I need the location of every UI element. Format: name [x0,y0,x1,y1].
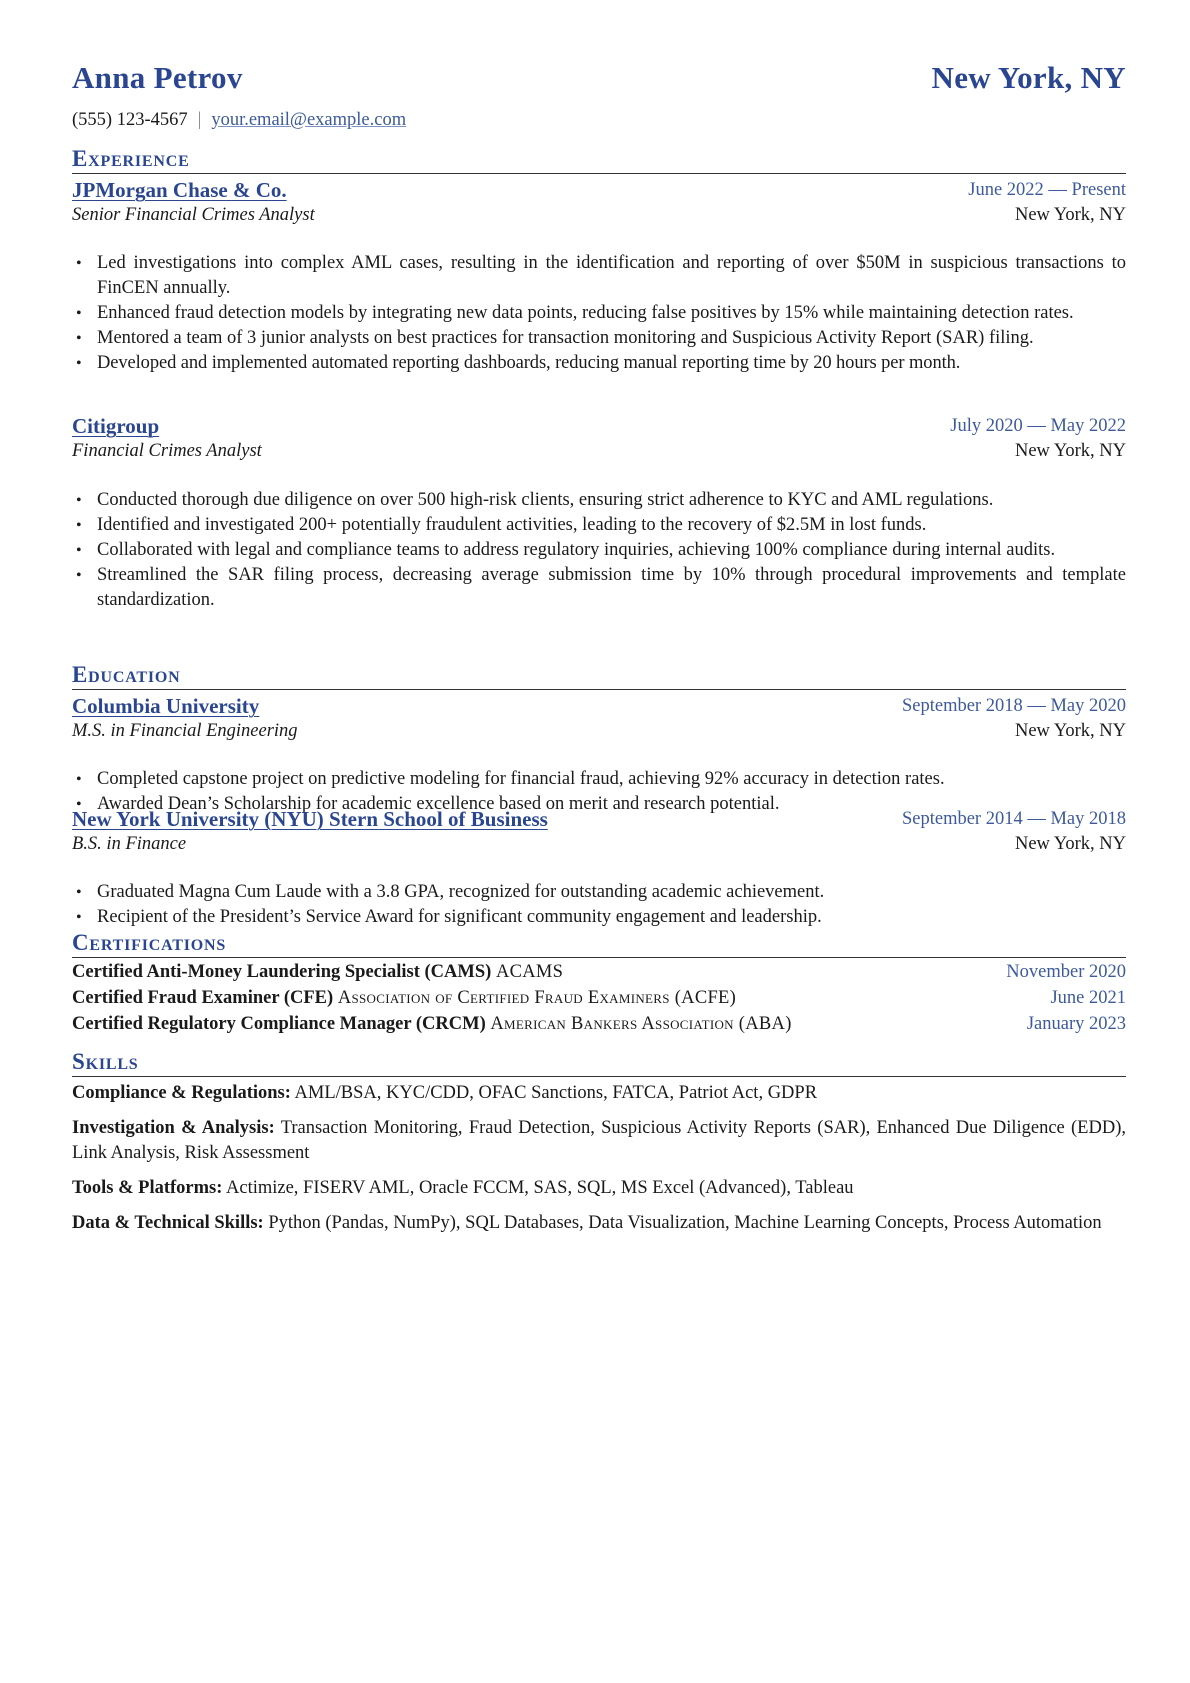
skill-values: Transaction Monitoring, Fraud Detection, Suspicious Activity Reports (SAR), Enhanced Due Diligence (EDD), Link Analysis, Risk Assessment [72,1118,1126,1163]
bullet-item: • Enhanced fraud detection models by integrating new data points, reducing false positives by 15% while maintaining detection rates. [72,301,1126,326]
certification-date: June 2021 [1050,988,1126,1008]
resume-header [72,60,1126,104]
certification-issuer: ACAMS [495,962,564,982]
skill-row-compliance [72,1081,1126,1106]
experience-bullets [72,488,1126,613]
job-location: New York, NY [1014,441,1126,461]
bullet-item: • Graduated Magna Cum Laude with a 3.8 GPA, recognized for outstanding academic achievement. [72,880,1126,905]
degree: B.S. in Finance [72,834,187,854]
bullet-item: • Streamlined the SAR filing process, decreasing average submission time by 10% through procedural improvements and template standardization. [72,563,1126,613]
skill-values: Python (Pandas, NumPy), SQL Databases, Data Visualization, Machine Learning Concepts, Process Automation [268,1213,1102,1233]
bullet-item: • Conducted thorough due diligence on over 500 high-risk clients, ensuring strict adherence to KYC and AML regulations. [72,488,1126,513]
experience-bullets [72,251,1126,376]
job-title: Financial Crimes Analyst [72,441,262,461]
skill-label: Data & Technical Skills: [72,1213,264,1233]
study-dates: September 2014 — May 2018 [901,809,1126,829]
study-dates: September 2018 — May 2020 [901,696,1126,716]
certification-row [72,962,1126,988]
certification-name: Certified Anti-Money Laundering Specialist (CAMS) [72,962,492,982]
certification-date: January 2023 [1026,1014,1126,1034]
skill-label: Investigation & Analysis: [72,1118,275,1138]
contact-separator: | [197,110,202,130]
school-location: New York, NY [1014,834,1126,854]
skill-row-tools [72,1176,1126,1201]
bullet-item: • Led investigations into complex AML cases, resulting in the identification and reporting of over $50M in suspicious transactions to FinCEN annually. [72,251,1126,301]
skill-label: Tools & Platforms: [72,1178,223,1198]
skill-row-data [72,1211,1126,1236]
school-link[interactable]: New York University (NYU) Stern School of Business [72,807,548,831]
job-title: Senior Financial Crimes Analyst [72,205,315,225]
employer-link[interactable]: Citigroup [72,414,160,438]
school-link[interactable]: Columbia University [72,694,260,718]
certification-row [72,988,1126,1014]
section-title-certifications: Certifications [72,930,1126,958]
bullet-item: • Developed and implemented automated reporting dashboards, reducing manual reporting time by 20 hours per month. [72,351,1126,376]
email-link[interactable]: your.email@example.com [211,110,407,130]
certification-name: Certified Regulatory Compliance Manager (CRCM) [72,1014,486,1034]
certification-name: Certified Fraud Examiner (CFE) [72,988,334,1008]
certification-row [72,1014,1126,1040]
skill-row-investigation [72,1116,1126,1166]
certification-issuer: American Bankers Association (ABA) [490,1014,792,1034]
employment-dates: June 2022 — Present [968,180,1126,200]
bullet-item: • Identified and investigated 200+ potentially fraudulent activities, leading to the recovery of $2.5M in lost funds. [72,513,1126,538]
certification-issuer: Association of Certified Fraud Examiners (ACFE) [337,988,737,1008]
employment-dates: July 2020 — May 2022 [950,416,1126,436]
education-bullets [72,880,1126,930]
employer-link[interactable]: JPMorgan Chase & Co. [72,178,287,202]
candidate-location: New York, NY [931,60,1126,95]
bullet-item: • Recipient of the President’s Service Award for significant community engagement and leadership. [72,905,1126,930]
degree: M.S. in Financial Engineering [72,721,298,741]
certification-date: November 2020 [1006,962,1126,982]
section-title-skills: Skills [72,1049,1126,1077]
bullet-item: • Awarded Dean’s Scholarship for academic excellence based on merit and research potential. [72,792,1126,817]
candidate-name: Anna Petrov [72,60,243,95]
bullet-item: • Collaborated with legal and compliance teams to address regulatory inquiries, achieving 100% compliance during internal audits. [72,538,1126,563]
phone-number: (555) 123-4567 [72,110,188,130]
bullet-item: • Mentored a team of 3 junior analysts on best practices for transaction monitoring and Suspicious Activity Report (SAR) filing. [72,326,1126,351]
skill-label: Compliance & Regulations: [72,1083,291,1103]
job-location: New York, NY [1014,205,1126,225]
skill-values: AML/BSA, KYC/CDD, OFAC Sanctions, FATCA, Patriot Act, GDPR [294,1083,818,1103]
skill-values: Actimize, FISERV AML, Oracle FCCM, SAS, SQL, MS Excel (Advanced), Tableau [226,1178,854,1198]
section-title-experience: Experience [72,146,1126,174]
bullet-item: • Completed capstone project on predictive modeling for financial fraud, achieving 92% accuracy in detection rates. [72,767,1126,792]
school-location: New York, NY [1014,721,1126,741]
contact-line [72,110,406,131]
section-title-education: Education [72,662,1126,690]
